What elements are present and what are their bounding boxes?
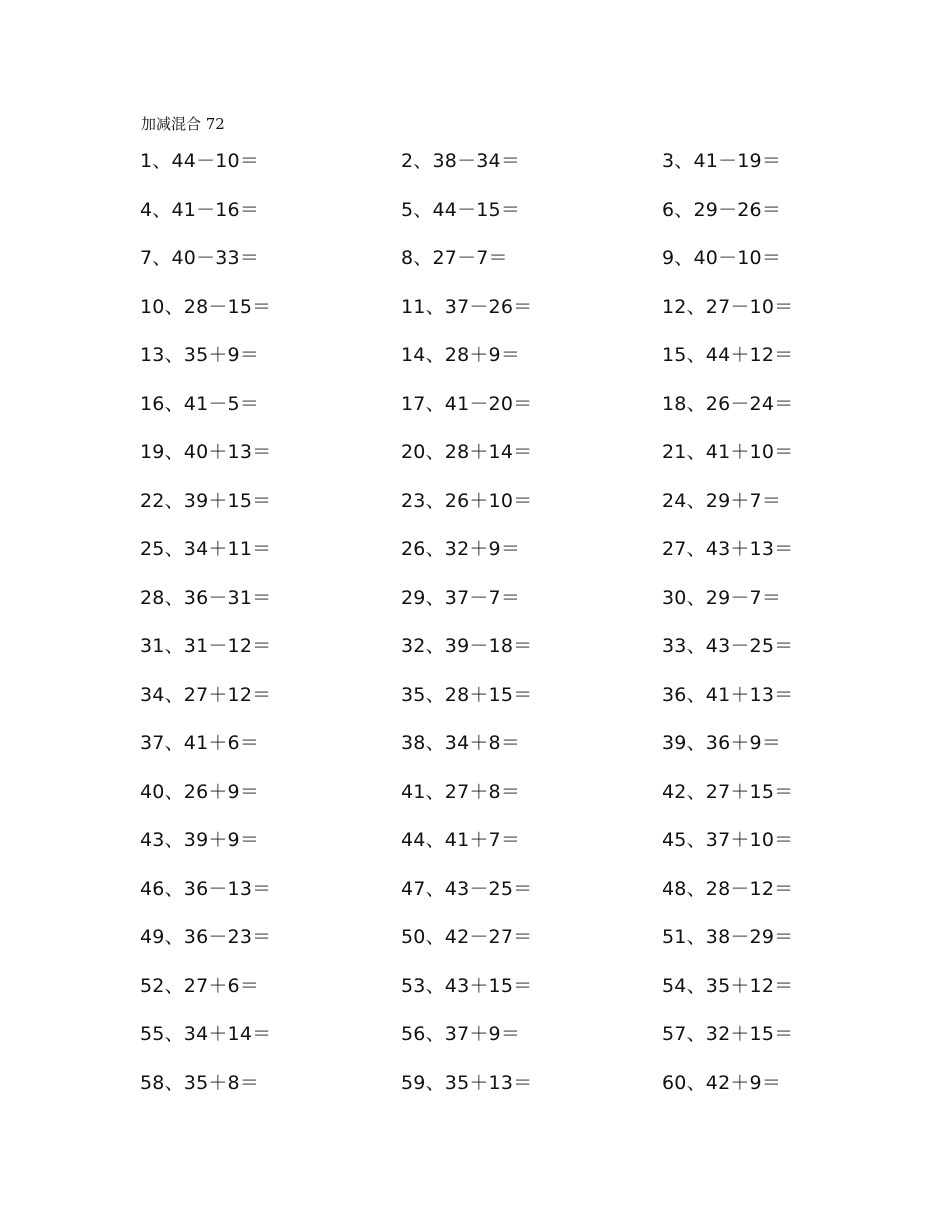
problem-item: 54、35＋12＝ (662, 974, 794, 997)
problem-item: 5、44－15＝ (401, 198, 521, 221)
problem-item: 17、41－20＝ (401, 392, 533, 415)
problem-item: 27、43＋13＝ (662, 538, 794, 560)
problem-item: 45、37＋10＝ (662, 829, 794, 851)
problem-item: 51、38－29＝ (662, 926, 794, 948)
problem-item: 41、27＋8＝ (401, 780, 521, 803)
problem-item: 32、39－18＝ (401, 635, 533, 657)
problem-item: 24、29＋7＝ (662, 489, 782, 512)
problem-item: 20、28＋14＝ (401, 441, 533, 463)
problem-item: 49、36－23＝ (140, 926, 272, 948)
problem-item: 19、40＋13＝ (140, 441, 272, 463)
problem-item: 52、27＋6＝ (140, 974, 260, 997)
problem-item: 16、41－5＝ (140, 392, 260, 415)
problem-item: 57、32＋15＝ (662, 1023, 794, 1045)
problem-item: 8、27－7＝ (401, 247, 508, 269)
problem-grid (140, 147, 840, 1117)
problem-item: 2、38－34＝ (401, 150, 521, 172)
problem-item: 48、28－12＝ (662, 877, 794, 900)
problem-item: 18、26－24＝ (662, 392, 794, 415)
problem-item: 46、36－13＝ (140, 877, 272, 900)
problem-item: 10、28－15＝ (140, 295, 272, 318)
problem-item: 50、42－27＝ (401, 926, 533, 948)
problem-item: 35、28＋15＝ (401, 683, 533, 706)
problem-item: 9、40－10＝ (662, 247, 782, 269)
problem-item: 36、41＋13＝ (662, 683, 794, 706)
problem-item: 30、29－7＝ (662, 586, 782, 609)
problem-item: 28、36－31＝ (140, 586, 272, 609)
problem-item: 6、29－26＝ (662, 198, 782, 221)
problem-item: 3、41－19＝ (662, 150, 782, 172)
problem-item: 60、42＋9＝ (662, 1071, 782, 1094)
problem-item: 13、35＋9＝ (140, 344, 260, 366)
problem-item: 40、26＋9＝ (140, 780, 260, 803)
problem-item: 12、27－10＝ (662, 295, 794, 318)
problem-item: 47、43－25＝ (401, 877, 533, 900)
problem-item: 22、39＋15＝ (140, 489, 272, 512)
problem-item: 4、41－16＝ (140, 198, 260, 221)
problem-item: 44、41＋7＝ (401, 829, 521, 851)
problem-item: 33、43－25＝ (662, 635, 794, 657)
problem-item: 31、31－12＝ (140, 635, 272, 657)
problem-item: 42、27＋15＝ (662, 780, 794, 803)
problem-item: 55、34＋14＝ (140, 1023, 272, 1045)
problem-item: 21、41＋10＝ (662, 441, 794, 463)
problem-item: 23、26＋10＝ (401, 489, 533, 512)
problem-item: 7、40－33＝ (140, 247, 260, 269)
problem-item: 38、34＋8＝ (401, 732, 521, 754)
problem-item: 53、43＋15＝ (401, 974, 533, 997)
problem-item: 43、39＋9＝ (140, 829, 260, 851)
problem-item: 15、44＋12＝ (662, 344, 794, 366)
problem-item: 58、35＋8＝ (140, 1071, 260, 1094)
problem-item: 39、36＋9＝ (662, 732, 782, 754)
problem-item: 14、28＋9＝ (401, 344, 521, 366)
problem-item: 34、27＋12＝ (140, 683, 272, 706)
worksheet-title: 加减混合 72 (141, 115, 225, 133)
problem-item: 1、44－10＝ (140, 150, 260, 172)
problem-item: 26、32＋9＝ (401, 538, 521, 560)
problem-item: 25、34＋11＝ (140, 538, 272, 560)
problem-item: 29、37－7＝ (401, 586, 521, 609)
problem-item: 11、37－26＝ (401, 295, 533, 318)
problem-item: 59、35＋13＝ (401, 1071, 533, 1094)
problem-item: 56、37＋9＝ (401, 1023, 521, 1045)
problem-item: 37、41＋6＝ (140, 732, 260, 754)
